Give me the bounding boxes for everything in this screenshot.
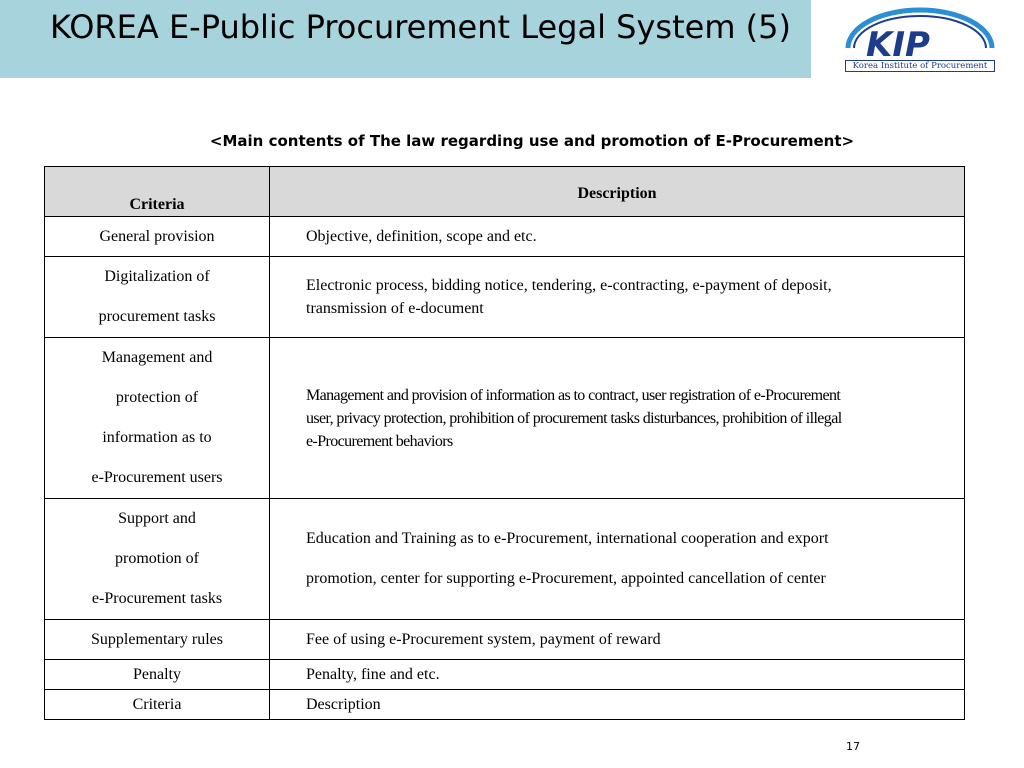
criteria-text: Digitalization of	[104, 268, 210, 285]
table-row	[45, 690, 965, 720]
description-text: Education and Training as to e-Procurement, international cooperation and export	[306, 530, 829, 547]
page-number: 17	[846, 740, 860, 753]
table-row	[45, 660, 965, 690]
description-header: Description	[270, 167, 965, 217]
criteria-cell	[45, 257, 270, 338]
criteria-text: e-Procurement users	[91, 469, 223, 486]
description-cell	[270, 620, 965, 660]
criteria-cell	[45, 690, 270, 720]
criteria-text: e-Procurement tasks	[91, 590, 223, 607]
description-text: Fee of using e-Procurement system, payment of reward	[306, 630, 661, 648]
description-text: Description	[306, 695, 381, 713]
description-text: e-Procurement behaviors	[306, 432, 453, 450]
description-text: Electronic process, bidding notice, tendering, e-contracting, e-payment of deposit,	[306, 277, 832, 294]
description-cell	[270, 217, 965, 257]
description-text: Penalty, fine and etc.	[306, 665, 440, 683]
criteria-text: Criteria	[132, 695, 182, 713]
table-row	[45, 257, 965, 338]
description-cell	[270, 690, 965, 720]
criteria-text: procurement tasks	[98, 308, 216, 325]
description-cell	[270, 499, 965, 620]
criteria-text: Penalty	[133, 665, 181, 683]
description-cell	[270, 257, 965, 338]
description-text: transmission of e-document	[306, 300, 484, 317]
criteria-text: promotion of	[115, 550, 199, 567]
contents-table	[44, 166, 965, 720]
criteria-text: Support and	[118, 510, 196, 527]
criteria-text: protection of	[115, 389, 199, 406]
description-text: promotion, center for supporting e-Procurement, appointed cancellation of center	[306, 570, 826, 587]
description-text: Objective, definition, scope and etc.	[306, 227, 537, 245]
criteria-cell	[45, 338, 270, 499]
criteria-text: Management and	[101, 349, 213, 366]
criteria-cell	[45, 620, 270, 660]
description-cell	[270, 660, 965, 690]
criteria-cell	[45, 217, 270, 257]
table-row	[45, 499, 965, 620]
page-title: KOREA E-Public Procurement Legal System (5)	[50, 8, 791, 46]
table-header-row	[45, 167, 965, 217]
table-caption: <Main contents of The law regarding use and promotion of E-Procurement>	[209, 132, 855, 150]
table-row	[45, 620, 965, 660]
logo-text: KIP	[866, 25, 930, 65]
criteria-header: Criteria	[45, 167, 270, 217]
criteria-cell	[45, 499, 270, 620]
criteria-text: information as to	[102, 429, 212, 446]
criteria-cell	[45, 660, 270, 690]
description-text: Management and provision of information as to contract, user registration of e-Procurement	[306, 386, 841, 404]
criteria-text: General provision	[99, 227, 215, 245]
table-row	[45, 338, 965, 499]
criteria-text: Supplementary rules	[91, 630, 223, 648]
table-row	[45, 217, 965, 257]
title-bar	[0, 0, 811, 78]
description-text: user, privacy protection, prohibition of procurement tasks disturbances, prohibition of illegal	[306, 409, 842, 427]
logo-caption: Korea Institute of Procurement	[845, 60, 995, 72]
description-cell	[270, 338, 965, 499]
